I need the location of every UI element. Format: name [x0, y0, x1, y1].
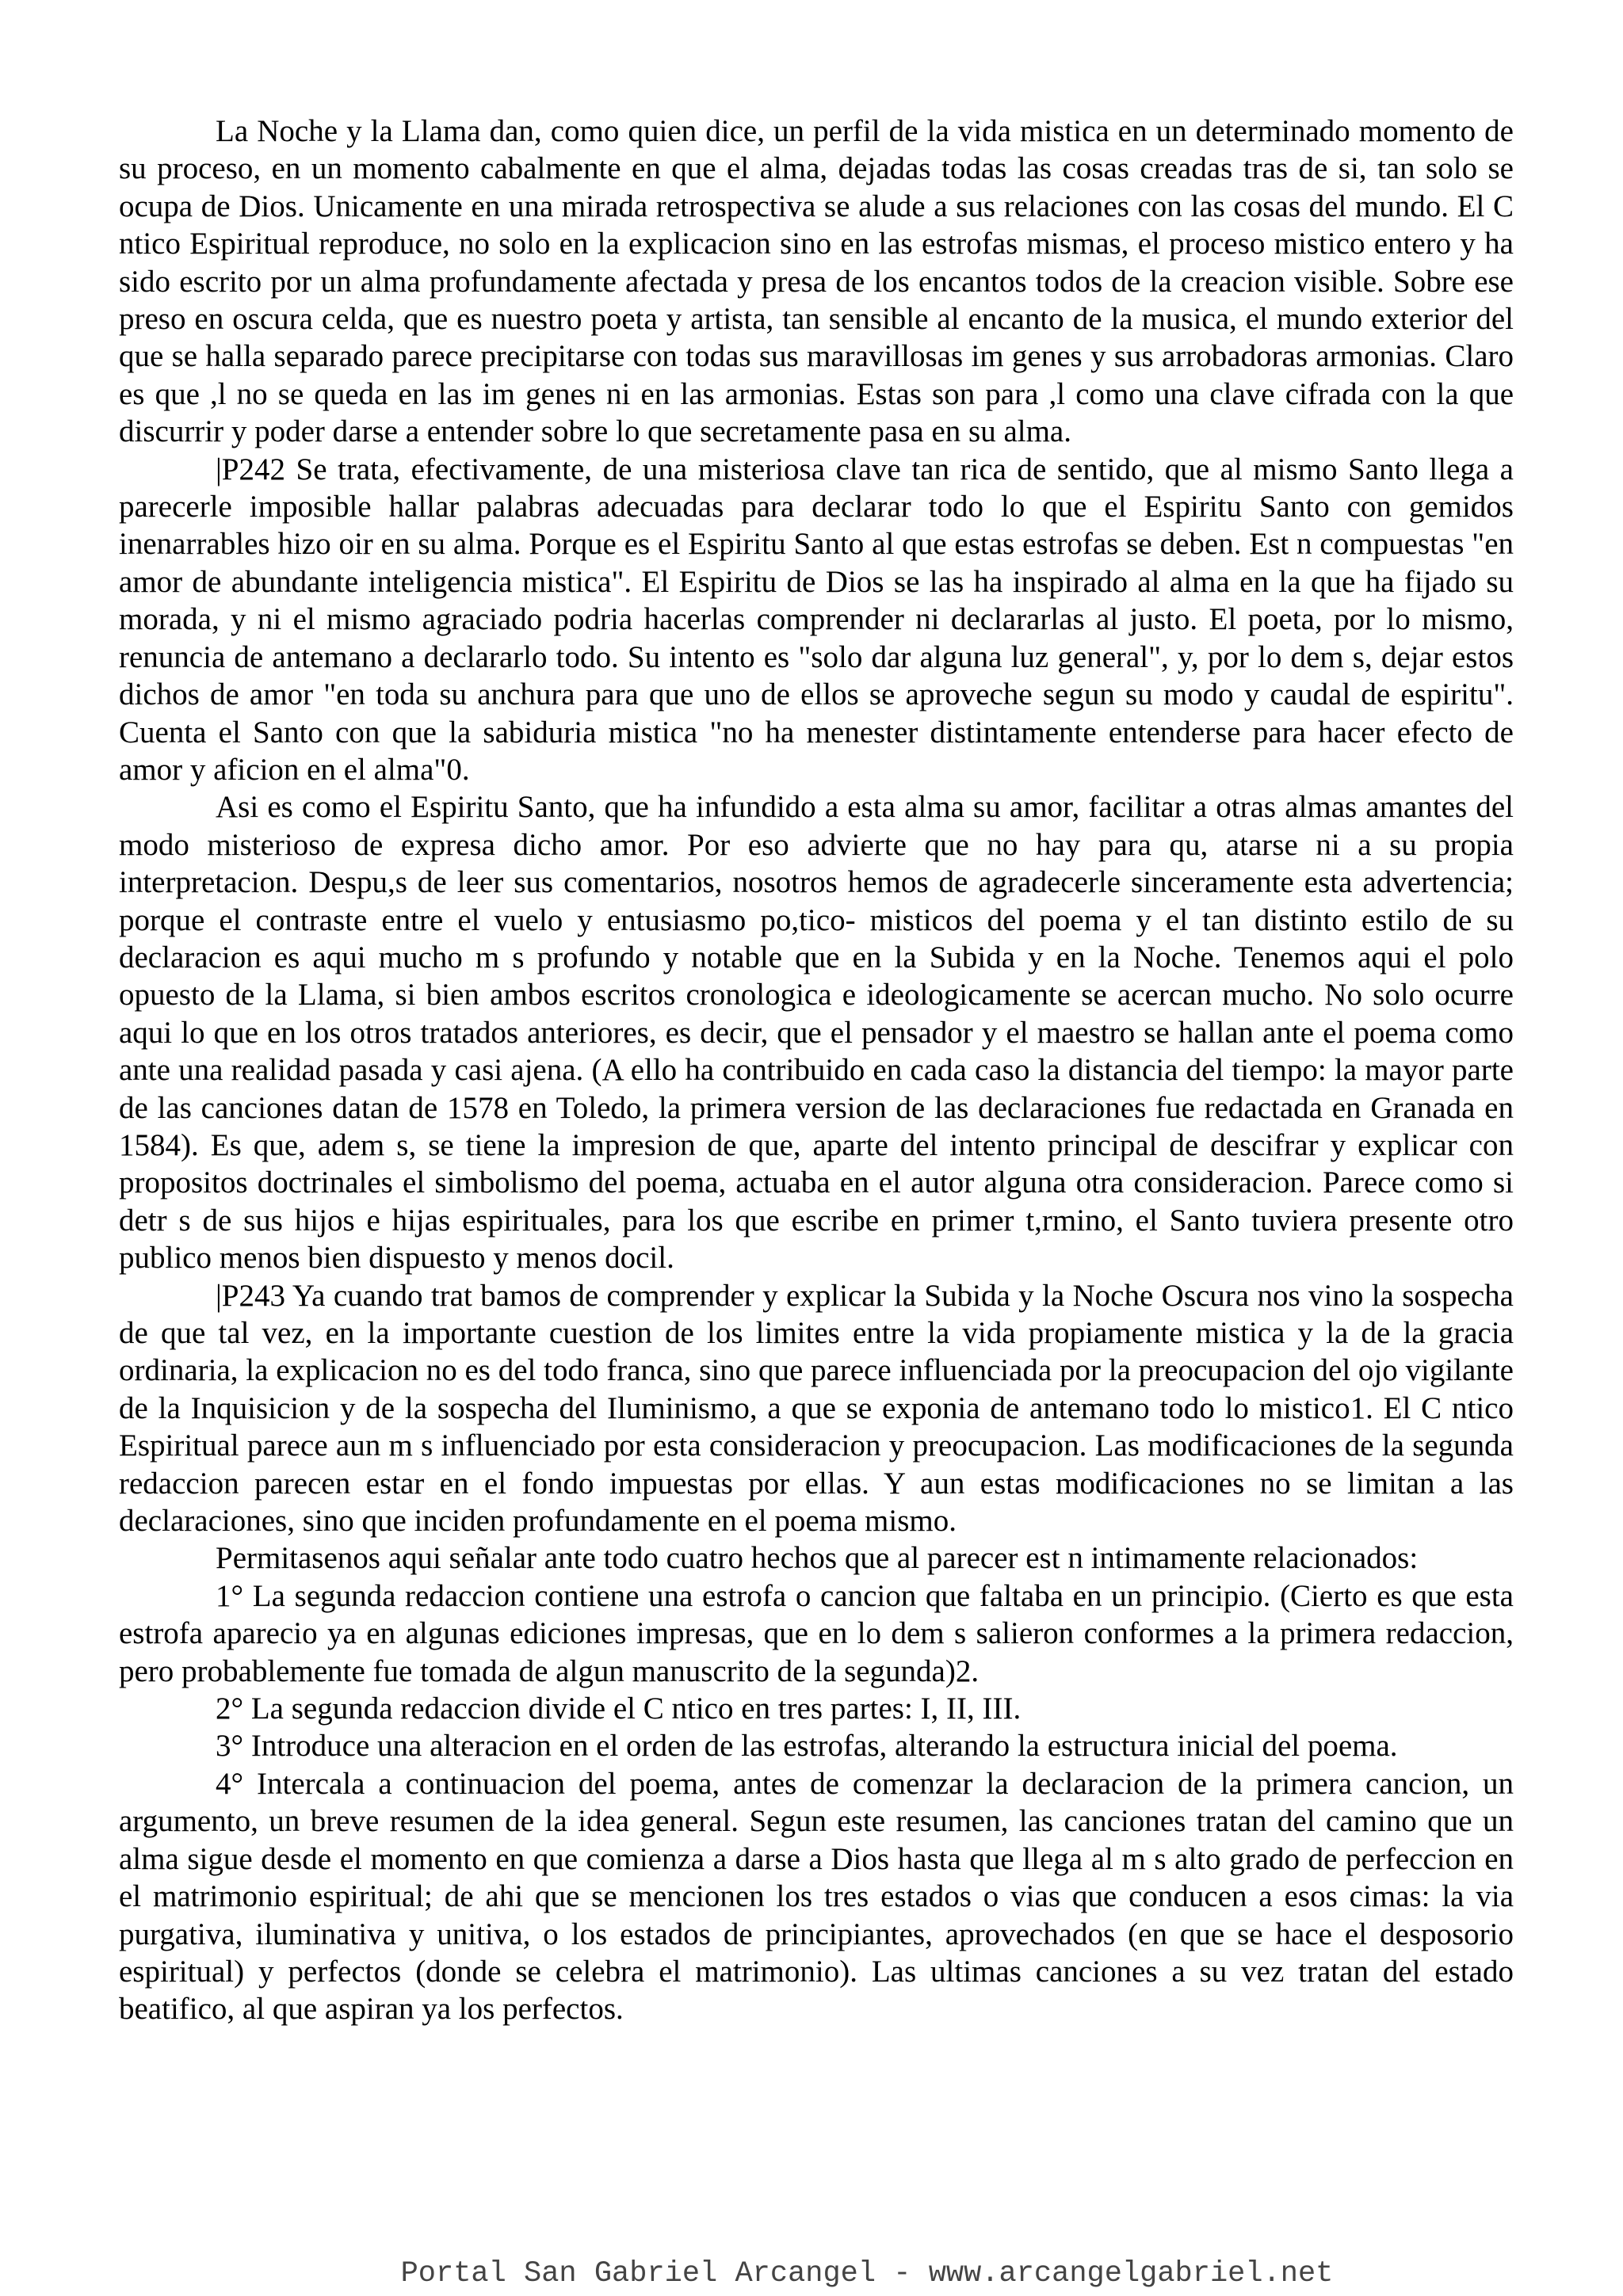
paragraph-5: Permitasenos aqui señalar ante todo cuatro hechos que al parecer est n intimamente relacionados: [216, 1541, 1419, 1576]
page-footer [0, 2258, 1623, 2290]
footer-text: Portal San Gabriel Arcangel - www.arcangelgabriel.net [400, 2257, 1334, 2290]
paragraph-1: La Noche y la Llama dan, como quien dice, un perfil de la vida mistica en un determinado momento de su proceso, en un momento cabalmente en que el alma, dejadas todas las cosas creadas tras de si, tan solo se ocupa de Dios. Unicamente en una mirada retrospectiva se alude a sus relaciones con las cosas del mundo. El C ntico Espiritual reproduce, no solo en la explicacion sino en las estrofas mismas, el proceso mistico entero y ha sido escrito por un alma profundamente afectada y presa de los encantos todos de la creacion visible. Sobre ese preso en oscura celda, que es nuestro poeta y artista, tan sensible al encanto de la musica, el mundo exterior del que se halla separado parece precipitarse con todas sus maravillosas im genes y sus arrobadoras armonias. Claro es que ,l no se queda en las im genes ni en las armonias. Estas son para ,l como una clave cifrada con la que discurrir y poder darse a entender sobre lo que secretamente pasa en su alma. [119, 114, 1514, 449]
paragraph-2: |P242 Se trata, efectivamente, de una misteriosa clave tan rica de sentido, que al mismo Santo llega a parecerle imposible hallar palabras adecuadas para declarar todo lo que el Espiritu Santo con gemidos inenarrables hizo oir en su alma. Porque es el Espiritu Santo al que estas estrofas se deben. Est n compuestas "en amor de abundante inteligencia mistica". El Espiritu de Dios se las ha inspirado al alma en la que ha fijado su morada, y ni el mismo agraciado podria hacerlas comprender ni declararlas al justo. El poeta, por lo mismo, renuncia de antemano a declararlo todo. Su intento es "solo dar alguna luz general", y, por lo dem s, dejar estos dichos de amor "en toda su anchura para que uno de ellos se aproveche segun su modo y caudal de espiritu". Cuenta el Santo con que la sabiduria mistica "no ha menester distintamente entenderse para hacer efecto de amor y aficion en el alma"0. [119, 452, 1514, 787]
document-body [119, 113, 1514, 2028]
list-item-2: 2° La segunda redaccion divide el C ntico en tres partes: I, II, III. [216, 1691, 1022, 1726]
list-item-1: 1° La segunda redaccion contiene una estrofa o cancion que faltaba en un principio. (Cierto es que esta estrofa aparecio ya en algunas ediciones impresas, que en lo dem s salieron conformes a la primera redaccion, pero probablemente fue tomada de algun manuscrito de la segunda)2. [119, 1578, 1514, 1688]
list-item-3: 3° Introduce una alteracion en el orden de las estrofas, alterando la estructura inicial del poema. [216, 1729, 1398, 1764]
paragraph-3: Asi es como el Espiritu Santo, que ha infundido a esta alma su amor, facilitar a otras almas amantes del modo misterioso de expresa dicho amor. Por eso advierte que no hay para qu, atarse ni a su propia interpretacion. Despu,s de leer sus comentarios, nosotros hemos de agradecerle sinceramente esta advertencia; porque el contraste entre el vuelo y entusiasmo po,tico- misticos del poema y el tan distinto estilo de su declaracion es aqui mucho m s profundo y notable que en la Subida y en la Noche. Tenemos aqui el polo opuesto de la Llama, si bien ambos escritos cronologica e ideologicamente se acercan mucho. No solo ocurre aqui lo que en los otros tratados anteriores, es decir, que el pensador y el maestro se hallan ante el poema como ante una realidad pasada y casi ajena. (A ello ha contribuido en cada caso la distancia del tiempo: la mayor parte de las canciones datan de 1578 en Toledo, la primera version de las declaraciones fue redactada en Granada en 1584). Es que, adem s, se tiene la impresion de que, aparte del intento principal de descifrar y explicar con propositos doctrinales el simbolismo del poema, actuaba en el autor alguna otra consideracion. Parece como si detr s de sus hijos e hijas espirituales, para los que escribe en primer t,rmino, el Santo tuviera presente otro publico menos bien dispuesto y menos docil. [119, 790, 1514, 1276]
list-item-4: 4° Intercala a continuacion del poema, antes de comenzar la declaracion de la primera cancion, un argumento, un breve resumen de la idea general. Segun este resumen, las canciones tratan del camino que un alma sigue desde el momento en que comienza a darse a Dios hasta que llega al m s alto grado de perfeccion en el matrimonio espiritual; de ahi que se mencionen los tres estados o vias que conducen a esos cimas: la via purgativa, iluminativa y unitiva, o los estados de principiantes, aprovechados (en que se hace el desposorio espiritual) y perfectos (donde se celebra el matrimonio). Las ultimas canciones a su vez tratan del estado beatifico, al que aspiran ya los perfectos. [119, 1766, 1514, 2027]
paragraph-4: |P243 Ya cuando trat bamos de comprender y explicar la Subida y la Noche Oscura nos vino la sospecha de que tal vez, en la importante cuestion de los limites entre la vida propiamente mistica y la de la gracia ordinaria, la explicacion no es del todo franca, sino que parece influenciada por la preocupacion del ojo vigilante de la Inquisicion y de la sospecha del Iluminismo, a que se exponia de antemano todo lo mistico1. El C ntico Espiritual parece aun m s influenciado por esta consideracion y preocupacion. Las modificaciones de la segunda redaccion parecen estar en el fondo impuestas por ellas. Y aun estas modificaciones no se limitan a las declaraciones, sino que inciden profundamente en el poema mismo. [119, 1278, 1514, 1539]
